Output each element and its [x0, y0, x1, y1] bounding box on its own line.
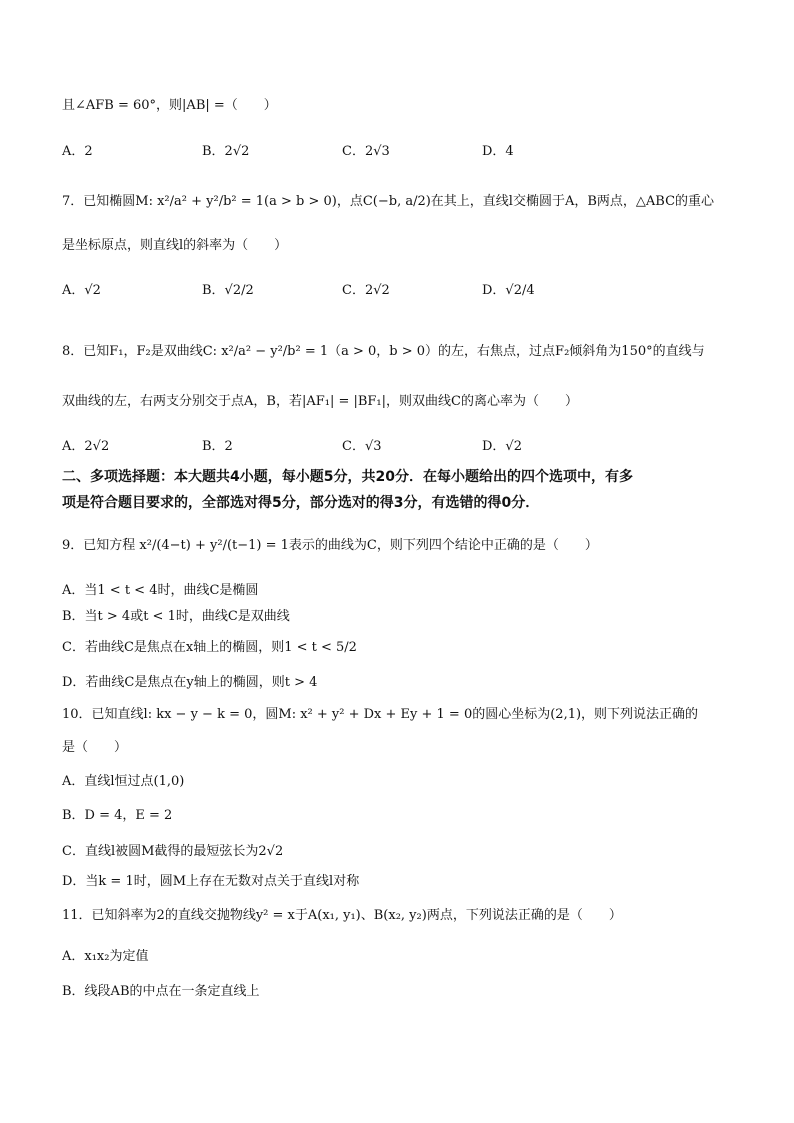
q7-option-d: D．√2/4 — [482, 283, 535, 298]
q11-option-b: B．线段AB的中点在一条定直线上 — [62, 984, 260, 999]
q9-stem: 9．已知方程 x²/(4−t) + y²/(t−1) = 1表示的曲线为C，则下列四个结论中正确的是（ ） — [62, 538, 598, 553]
q7-option-c: C．2√2 — [342, 283, 390, 298]
q7-option-b: B．√2/2 — [202, 283, 254, 298]
q9-option-d: D．若曲线C是焦点在y轴上的椭圆，则t > 4 — [62, 675, 318, 690]
q10-option-d: D．当k = 1时，圆M上存在无数对点关于直线l对称 — [62, 874, 360, 889]
section-2-heading-line2: 项是符合题目要求的，全部选对得5分，部分选对的得3分，有选错的得0分． — [62, 495, 540, 511]
q6-option-b: B．2√2 — [202, 144, 250, 159]
q8-stem-line1: 8．已知F₁，F₂是双曲线C: x²/a² − y²/b² = 1（a > 0，b > 0）的左，右焦点，过点F₂倾斜角为150°的直线与 — [62, 344, 705, 359]
q7-stem-line1: 7．已知椭圆M: x²/a² + y²/b² = 1(a > b > 0)，点C(−b, a/2)在其上，直线l交椭圆于A，B两点，△ABC的重心 — [62, 194, 715, 209]
q10-option-b: B．D = 4，E = 2 — [62, 808, 173, 823]
q6-option-d: D．4 — [482, 144, 514, 159]
q9-option-c: C．若曲线C是焦点在x轴上的椭圆，则1 < t < 5/2 — [62, 640, 357, 655]
q7-option-a: A．√2 — [62, 283, 101, 298]
q9-option-b: B．当t > 4或t < 1时，曲线C是双曲线 — [62, 609, 290, 624]
q8-option-b: B．2 — [202, 439, 233, 454]
q10-option-c: C．直线l被圆M截得的最短弦长为2√2 — [62, 844, 284, 859]
q10-stem-line1: 10．已知直线l: kx − y − k = 0，圆M: x² + y² + Dx + Ey + 1 = 0的圆心坐标为(2,1)，则下列说法正确的 — [62, 707, 699, 722]
q6-option-c: C．2√3 — [342, 144, 390, 159]
q7-stem-line2: 是坐标原点，则直线l的斜率为（ ） — [62, 238, 288, 253]
q8-stem-line2: 双曲线的左，右两支分别交于点A，B，若|AF₁| = |BF₁|，则双曲线C的离心率为（ ） — [62, 394, 578, 409]
q8-option-c: C．√3 — [342, 439, 382, 454]
q9-option-a: A．当1 < t < 4时，曲线C是椭圆 — [62, 583, 259, 598]
q6-option-a: A．2 — [62, 144, 93, 159]
q6-stem-tail: 且∠AFB = 60°，则|AB| =（ ） — [62, 98, 277, 113]
q10-option-a: A．直线l恒过点(1,0) — [62, 774, 185, 789]
q11-stem: 11．已知斜率为2的直线交抛物线y² = x于A(x₁, y₁)、B(x₂, y₂)两点，下列说法正确的是（ ） — [62, 908, 622, 923]
q8-option-a: A．2√2 — [62, 439, 110, 454]
q10-stem-line2: 是（ ） — [62, 740, 128, 755]
section-2-heading-line1: 二、多项选择题：本大题共4小题，每小题5分，共20分．在每小题给出的四个选项中，有多 — [62, 469, 633, 485]
q8-option-d: D．√2 — [482, 439, 522, 454]
q11-option-a: A．x₁x₂为定值 — [62, 949, 149, 964]
